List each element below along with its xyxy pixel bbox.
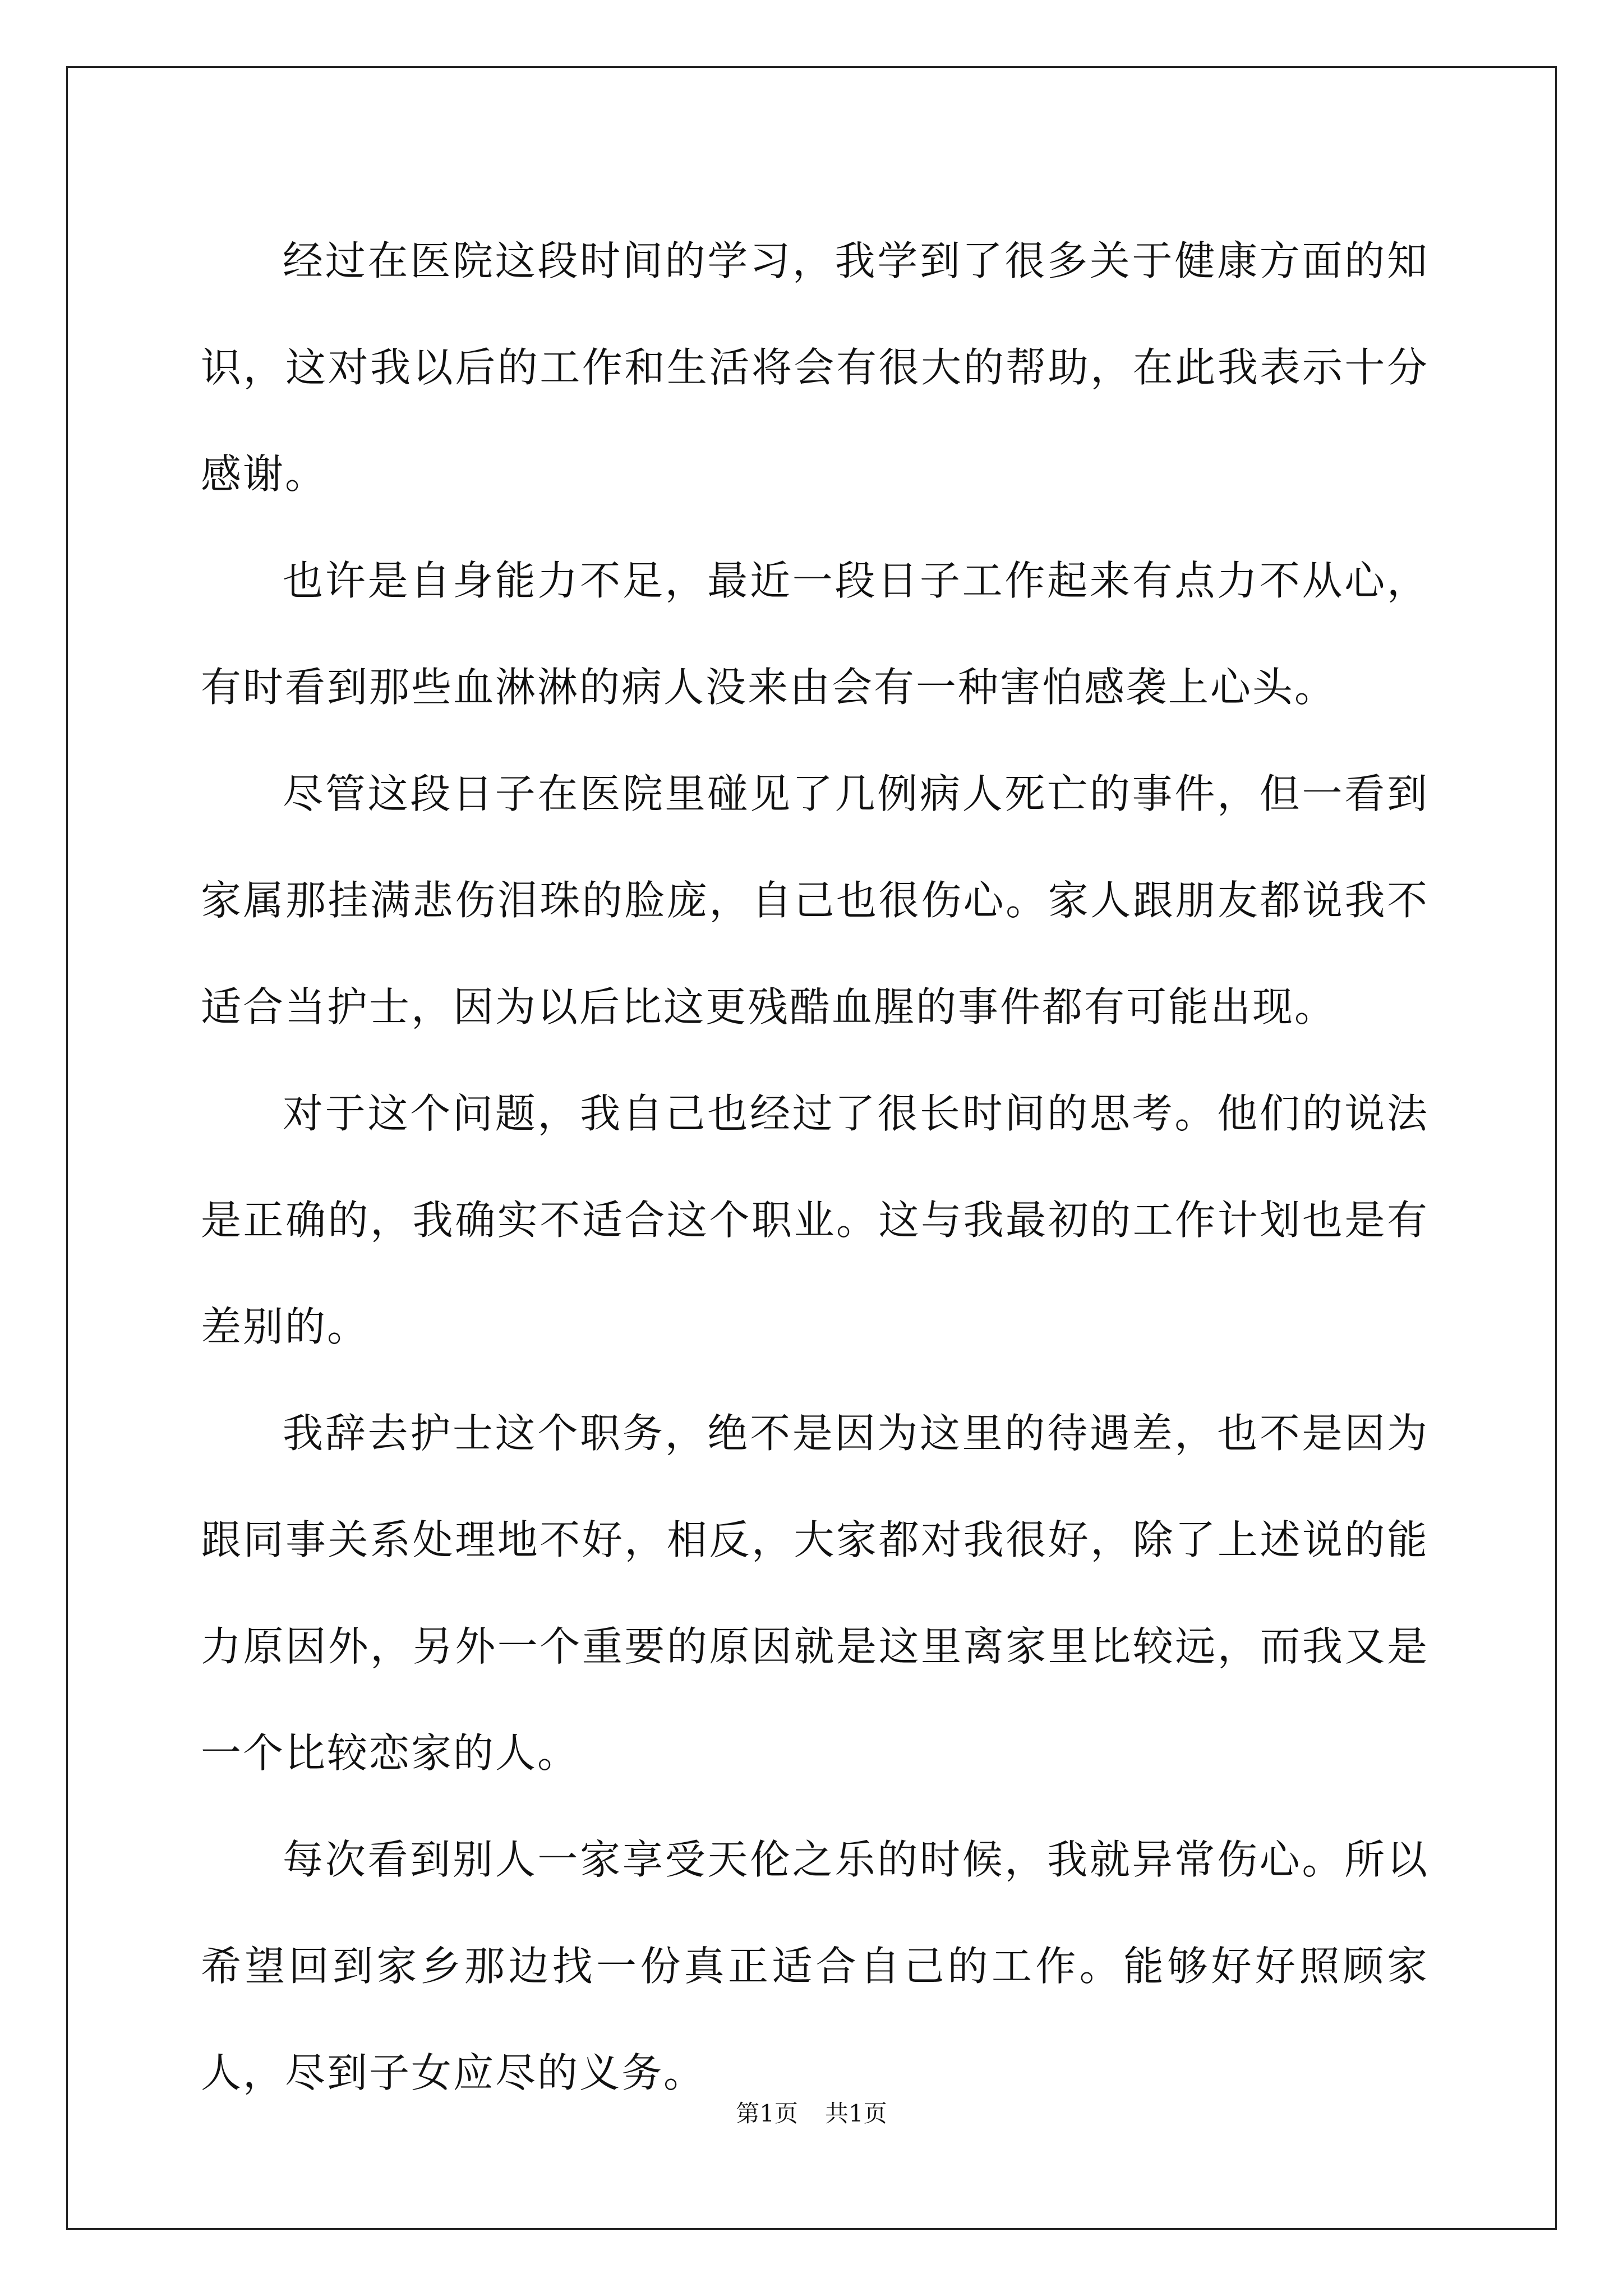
paragraph: 对于这个问题，我自己也经过了很长时间的思考。他们的说法是正确的，我确实不适合这个职业。这与我最初的工作计划也是有差别的。: [201, 1090, 1429, 1350]
page-total: 共1页: [825, 2100, 887, 2127]
page-number: 第1页: [736, 2100, 798, 2127]
paragraph: 每次看到别人一家享受天伦之乐的时候，我就异常伤心。所以希望回到家乡那边找一份真正适合自己的工作。能够好好照顾家人，尽到子女应尽的义务。: [201, 1836, 1429, 2096]
paragraph: 经过在医院这段时间的学习，我学到了很多关于健康方面的知识，这对我以后的工作和生活将会有很大的帮助，在此我表示十分感谢。: [201, 237, 1429, 498]
paragraph: 也许是自身能力不足，最近一段日子工作起来有点力不从心，有时看到那些血淋淋的病人没来由会有一种害怕感袭上心头。: [201, 557, 1429, 711]
document-body: [201, 208, 1429, 2126]
page-footer: [0, 2095, 1623, 2129]
paragraph: 我辞去护士这个职务，绝不是因为这里的待遇差，也不是因为跟同事关系处理地不好，相反，大家都对我很好，除了上述说的能力原因外，另外一个重要的原因就是这里离家里比较远，而我又是一个比较恋家的人。: [201, 1410, 1429, 1777]
paragraph: 尽管这段日子在医院里碰见了几例病人死亡的事件，但一看到家属那挂满悲伤泪珠的脸庞，自己也很伤心。家人跟朋友都说我不适合当护士，因为以后比这更残酷血腥的事件都有可能出现。: [201, 770, 1429, 1030]
